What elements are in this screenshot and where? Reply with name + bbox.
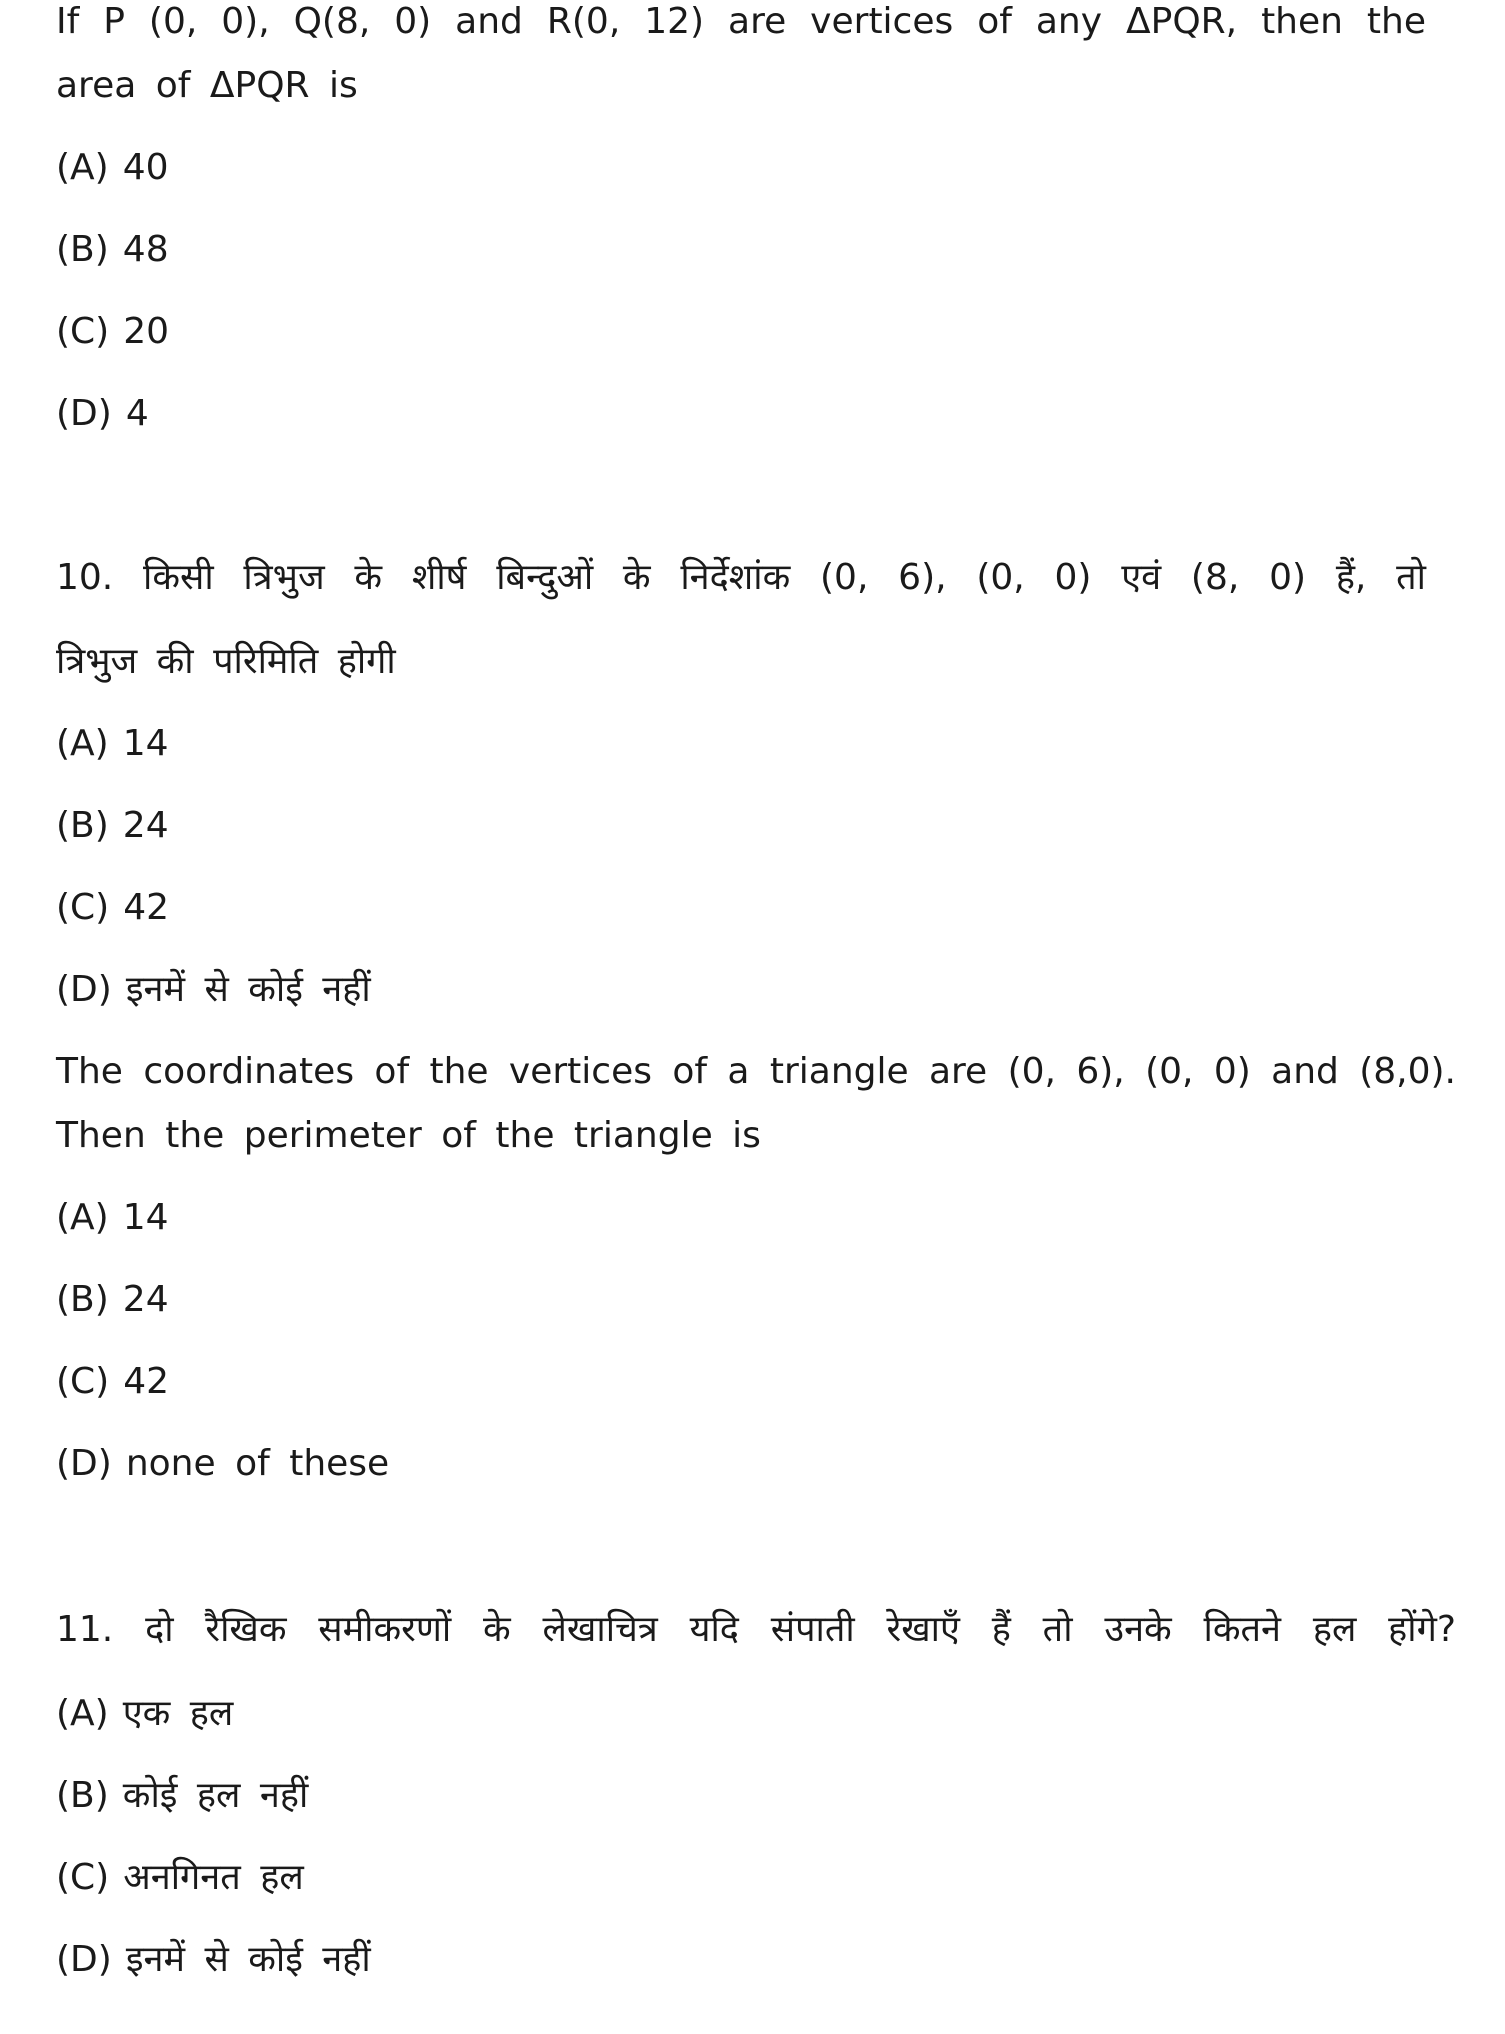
option-text: 24	[122, 1279, 169, 1320]
q10-hindi-option-c	[56, 886, 169, 930]
option-label: (D)	[56, 1939, 112, 1980]
option-text: इनमें से कोई नहीं	[125, 969, 371, 1010]
option-label: (A)	[56, 1197, 109, 1238]
q11-line-1: 11. दो रैखिक समीकरणों के लेखाचित्र यदि संपाती रेखाएँ हैं तो उनके कितने हल होंगे?	[56, 1609, 1456, 1650]
q10-hindi-option-a	[56, 722, 169, 766]
q11-option-d	[56, 1938, 371, 1982]
q9-option-b	[56, 228, 169, 272]
q9-line-1: If P (0, 0), Q(8, 0) and R(0, 12) are vertices of any ΔPQR, then the	[56, 1, 1426, 42]
option-text: 14	[122, 1197, 169, 1238]
q11-option-b	[56, 1774, 308, 1818]
option-label: (B)	[56, 1279, 109, 1320]
q10-english-option-a	[56, 1196, 169, 1240]
option-text: अनगिनत हल	[123, 1857, 304, 1898]
option-text: इनमें से कोई नहीं	[125, 1939, 371, 1980]
option-text: कोई हल नहीं	[122, 1775, 309, 1816]
q11-option-a	[56, 1692, 233, 1736]
option-label: (A)	[56, 723, 109, 764]
q9-option-c	[56, 310, 169, 354]
option-label: (B)	[56, 1775, 109, 1816]
q10-english-line-2: Then the perimeter of the triangle is	[56, 1115, 761, 1156]
option-label: (C)	[56, 1361, 110, 1402]
option-text: एक हल	[122, 1693, 234, 1734]
q10-hindi-line-2: त्रिभुज की परिमिति होगी	[56, 641, 396, 682]
option-text: 48	[122, 229, 169, 270]
q10-english-line-1: The coordinates of the vertices of a triangle are (0, 6), (0, 0) and (8,0).	[56, 1051, 1456, 1092]
q9-option-d	[56, 392, 149, 436]
q10-hindi-line-1: 10. किसी त्रिभुज के शीर्ष बिन्दुओं के निर्देशांक (0, 6), (0, 0) एवं (8, 0) हैं, तो	[56, 557, 1426, 598]
q10-hindi-option-d	[56, 968, 371, 1012]
option-text: 42	[123, 887, 170, 928]
option-label: (A)	[56, 1693, 109, 1734]
q11-option-c	[56, 1856, 304, 1900]
option-label: (D)	[56, 1443, 112, 1484]
option-label: (C)	[56, 1857, 110, 1898]
option-text: 24	[122, 805, 169, 846]
option-label: (B)	[56, 805, 109, 846]
option-label: (B)	[56, 229, 109, 270]
option-text: 20	[123, 311, 170, 352]
option-text: 4	[125, 393, 149, 434]
option-label: (D)	[56, 393, 112, 434]
q9-option-a	[56, 146, 169, 190]
option-label: (A)	[56, 147, 109, 188]
option-text: none of these	[125, 1443, 390, 1484]
q10-hindi-option-b	[56, 804, 169, 848]
option-text: 42	[123, 1361, 170, 1402]
option-label: (C)	[56, 887, 110, 928]
option-text: 14	[122, 723, 169, 764]
q10-english-option-d	[56, 1442, 389, 1486]
option-text: 40	[122, 147, 169, 188]
option-label: (D)	[56, 969, 112, 1010]
q10-english-option-c	[56, 1360, 169, 1404]
q9-line-2: area of ΔPQR is	[56, 65, 358, 106]
q10-english-option-b	[56, 1278, 169, 1322]
option-label: (C)	[56, 311, 110, 352]
